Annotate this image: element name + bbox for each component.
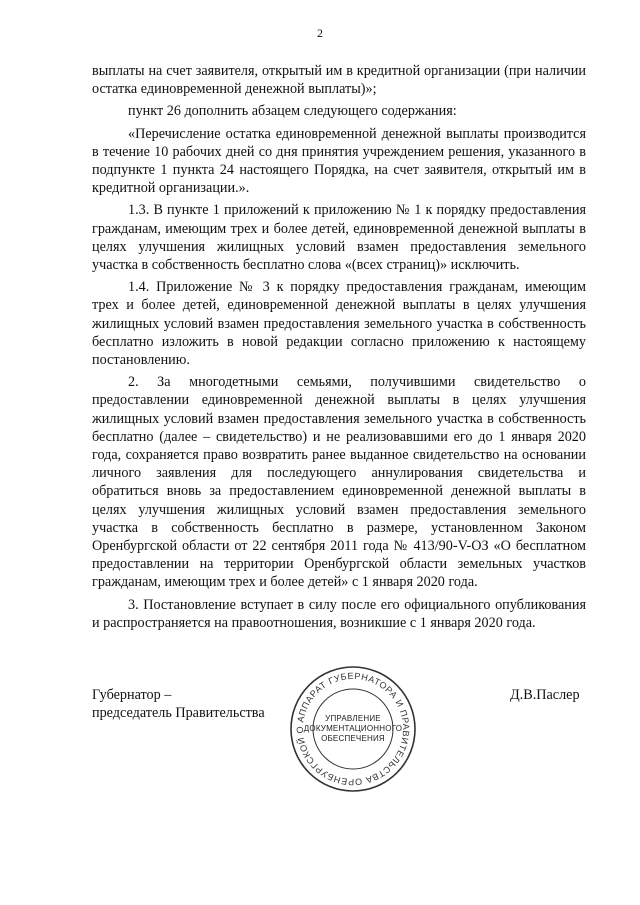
signatory-title-line-2: председатель Правительства: [92, 705, 265, 722]
paragraph-7: 3. Постановление вступает в силу после его официального опубликования и распространяется на правоотношения, возникшие с 1 января 2020 года.: [92, 596, 586, 631]
stamp-center-line-3: ОБЕСПЕЧЕНИЯ: [321, 734, 385, 743]
paragraph-5: 1.4. Приложение № 3 к порядку предоставления гражданам, имеющим трех и более детей, единовременной денежной выплаты в целях улучшения жилищных условий взамен предоставления земельного участка в собственность бесплатно изложить в новой редакции согласно приложению к настоящему постановлению.: [92, 279, 586, 369]
stamp-center-line-1: УПРАВЛЕНИЕ: [325, 714, 381, 723]
signatory-title-line-1: Губернатор –: [92, 687, 172, 703]
stamp-ring-text: АППАРАТ ГУБЕРНАТОРА И ПРАВИТЕЛЬСТВА ОРЕНБУРГСКОЙ О: [294, 670, 412, 788]
document-body: [92, 62, 586, 632]
paragraph-3: «Перечисление остатка единовременной денежной выплаты производится в течение 10 рабочих дней со дня принятия учреждением решения, указанного в подпункте 1 пункта 24 настоящего Порядка, на счет заявителя, открытый им в кредитной организации.».: [92, 125, 586, 197]
stamp-center: [288, 664, 418, 794]
page-number: 2: [317, 26, 323, 40]
official-stamp: [288, 664, 418, 794]
paragraph-6: 2. За многодетными семьями, получившими свидетельство о предоставлении единовременной денежной выплаты в целях улучшения жилищных условий взамен предоставления земельного участка в собственность бесплатно (далее – свидетельство) и не реализовавшими его до 1 января 2020 года, сохраняется право возвратить ранее выданное свидетельство на основании личного заявления для последующего аннулирования свидетельства и обратиться вновь за предоставлением единовременной денежной выплаты в целях улучшения жилищных условий взамен предоставления земельного участка в собственность бесплатно в размере, установленном Законом Оренбургской области от 22 сентября 2011 года № 413/90-V-ОЗ «О бесплатном предоставлении на территории Оренбургской области земельных участков гражданам, имеющим трех и более детей» с 1 января 2020 года.: [92, 374, 586, 591]
paragraph-2: пункт 26 дополнить абзацем следующего содержания:: [128, 103, 457, 120]
signatory-name: Д.В.Паслер: [510, 687, 580, 703]
paragraph-1: выплаты на счет заявителя, открытый им в кредитной организации (при наличии остатка единовременной денежной выплаты)»;: [92, 63, 586, 98]
signatory-title: [92, 686, 265, 722]
stamp-center-line-2: ДОКУМЕНТАЦИОННОГО: [303, 724, 403, 733]
paragraph-4: 1.3. В пункте 1 приложений к приложению № 1 к порядку предоставления гражданам, имеющим трех и более детей, единовременной денежной выплаты в целях улучшения жилищных условий взамен предоставления земельного участка в собственность бесплатно слова «(всех страниц)» исключить.: [92, 202, 586, 274]
